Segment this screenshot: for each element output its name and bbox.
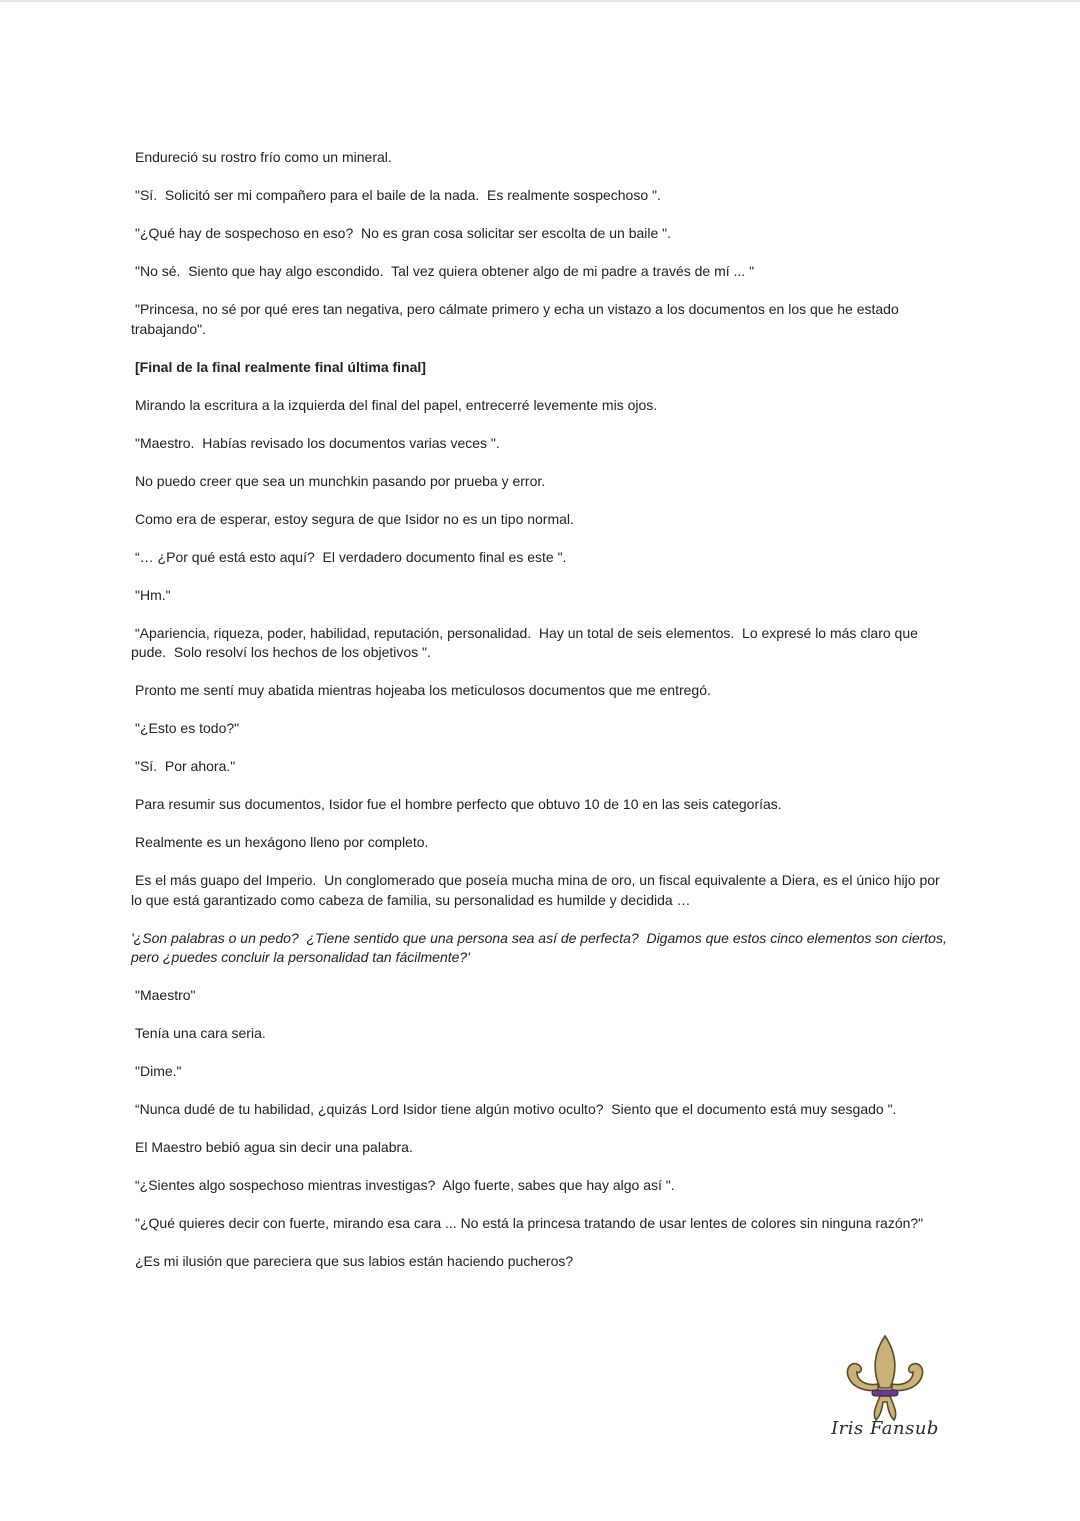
paragraph: Realmente es un hexágono lleno por completo. <box>135 834 429 850</box>
document-body <box>131 148 951 1290</box>
page-top-edge <box>0 0 1080 2</box>
watermark-label: Iris Fansub <box>831 1418 939 1439</box>
paragraph: "Maestro" <box>135 987 196 1003</box>
paragraph: "Maestro. Habías revisado los documentos varias veces ". <box>135 434 500 451</box>
paragraph: Es el más guapo del Imperio. Un conglomerado que poseía mucha mina de oro, un fiscal equivalente a Diera, es el único hijo por lo que está garantizado como cabeza de familia, su personalidad es humilde y decidida … <box>131 872 944 908</box>
paragraph: "¿Esto es todo?" <box>135 720 240 736</box>
paragraph: "Princesa, no sé por qué eres tan negativa, pero cálmate primero y echa un vistazo a los documentos en los que he estado trabajando". <box>131 301 903 337</box>
paragraph: "¿Qué quieres decir con fuerte, mirando esa cara ... No está la princesa tratando de usar lentes de colores sin ninguna razón?" <box>135 1215 924 1231</box>
paragraph: "No sé. Siento que hay algo escondido. Tal vez quiera obtener algo de mi padre a través de mí ... " <box>135 263 755 279</box>
paragraph: El Maestro bebió agua sin decir una palabra. <box>135 1139 413 1155</box>
paragraph: Tenía una cara seria. <box>135 1025 266 1041</box>
paragraph: "Sí. Solicitó ser mi compañero para el baile de la nada. Es realmente sospechoso ". <box>135 187 661 203</box>
paragraph: [Final de la final realmente final última final] <box>135 358 426 375</box>
paragraph: “Nunca dudé de tu habilidad, ¿quizás Lord Isidor tiene algún motivo oculto? Siento que el documento está muy sesgado ". <box>135 1101 897 1117</box>
paragraph: "Dime." <box>135 1063 182 1079</box>
paragraph: Pronto me sentí muy abatida mientras hojeaba los meticulosos documentos que me entregó. <box>135 682 711 698</box>
paragraph: “Apariencia, riqueza, poder, habilidad, reputación, personalidad. Hay un total de seis elementos. Lo expresé lo más claro que pude. Solo resolví los hechos de los objetivos ". <box>131 624 922 660</box>
paragraph: Para resumir sus documentos, Isidor fue el hombre perfecto que obtuvo 10 de 10 en las seis categorías. <box>135 796 782 812</box>
paragraph: Mirando la escritura a la izquierda del final del papel, entrecerré levemente mis ojos. <box>135 396 658 413</box>
paragraph: ¿Es mi ilusión que pareciera que sus labios están haciendo pucheros? <box>135 1253 574 1269</box>
paragraph: "Sí. Por ahora." <box>135 758 236 774</box>
paragraph: “… ¿Por qué está esto aquí? El verdadero documento final es este ". <box>135 548 567 565</box>
paragraph: Endureció su rostro frío como un mineral. <box>135 149 392 165</box>
paragraph: "Hm." <box>135 586 171 603</box>
iris-fansub-watermark <box>830 1330 940 1450</box>
paragraph: "¿Qué hay de sospechoso en eso? No es gran cosa solicitar ser escolta de un baile ". <box>135 225 672 241</box>
paragraph: No puedo creer que sea un munchkin pasando por prueba y error. <box>135 472 546 489</box>
paragraph: “¿Sientes algo sospechoso mientras investigas? Algo fuerte, sabes que hay algo así ". <box>135 1177 675 1193</box>
paragraph: '¿Son palabras o un pedo? ¿Tiene sentido que una persona sea así de perfecta? Digamos que estos cinco elementos son ciertos, pero ¿puedes concluir la personalidad tan fácilmente?' <box>131 929 951 965</box>
fleur-de-lis-icon <box>836 1330 934 1426</box>
paragraph: Como era de esperar, estoy segura de que Isidor no es un tipo normal. <box>135 510 574 527</box>
